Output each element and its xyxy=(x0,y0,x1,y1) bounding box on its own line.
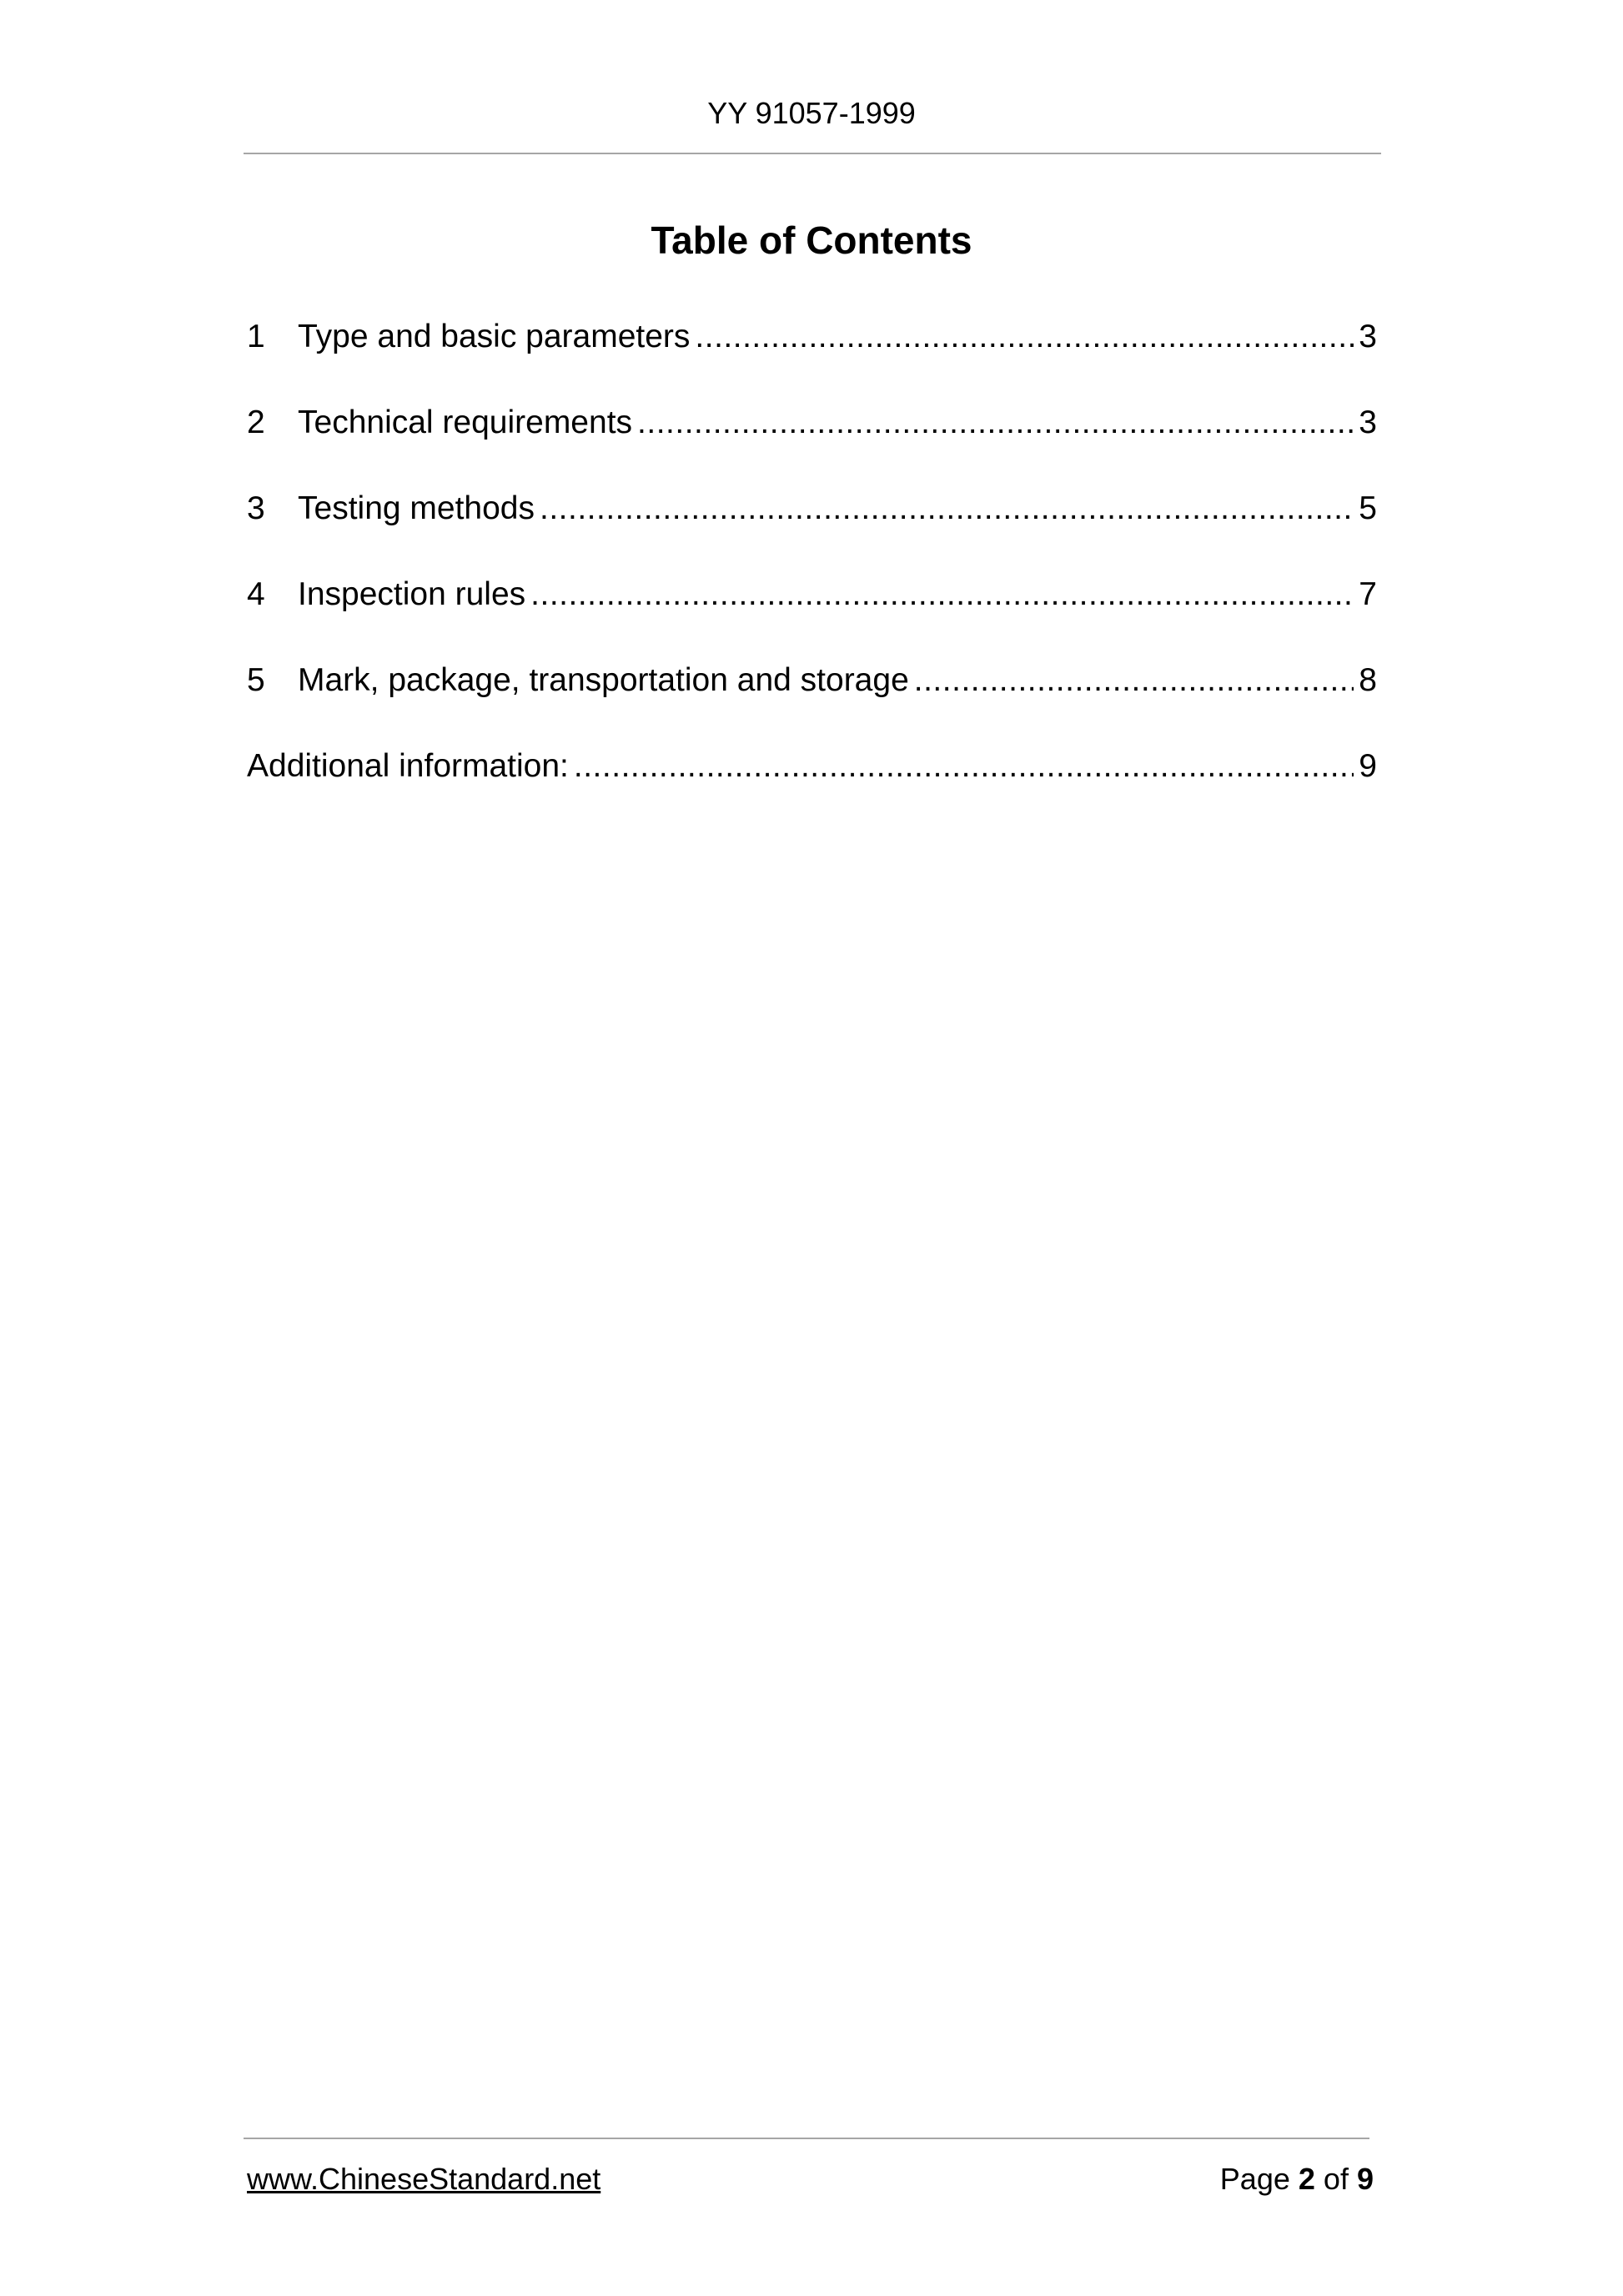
toc-dot-leader xyxy=(637,398,1354,448)
toc-entry-number: 5 xyxy=(247,662,265,698)
header-divider xyxy=(244,153,1381,154)
toc-list xyxy=(247,312,1377,827)
toc-entry-label: Type and basic parameters xyxy=(298,319,691,354)
toc-dot-leader xyxy=(540,484,1354,534)
toc-entry-type-and-basic-parameters[interactable] xyxy=(247,312,1377,398)
toc-entry-technical-requirements[interactable] xyxy=(247,398,1377,484)
toc-entry-additional-information[interactable] xyxy=(247,741,1377,827)
toc-entry-label: Testing methods xyxy=(298,490,535,526)
toc-entry-page: 3 xyxy=(1359,319,1377,354)
toc-entry-page: 7 xyxy=(1359,576,1377,612)
page-prefix: Page xyxy=(1219,2162,1290,2196)
toc-entry-page: 8 xyxy=(1359,662,1377,698)
toc-entry-number: 3 xyxy=(247,490,265,526)
toc-entry-testing-methods[interactable] xyxy=(247,484,1377,570)
page-indicator xyxy=(1220,2158,1374,2200)
toc-entry-number: 2 xyxy=(247,404,265,440)
toc-dot-leader xyxy=(695,312,1354,362)
page-footer xyxy=(247,2158,1374,2200)
toc-dot-leader xyxy=(914,656,1354,706)
page-of-word: of xyxy=(1323,2162,1349,2196)
toc-entry-number: 1 xyxy=(247,319,265,354)
toc-entry-label: Additional information: xyxy=(247,748,569,784)
toc-title: Table of Contents xyxy=(651,219,972,262)
toc-entry-page: 3 xyxy=(1359,404,1377,440)
current-page-number: 2 xyxy=(1298,2162,1315,2196)
footer-divider xyxy=(244,2138,1369,2139)
toc-dot-leader xyxy=(574,741,1354,791)
total-pages-number: 9 xyxy=(1356,2162,1374,2196)
toc-entry-label: Mark, package, transportation and storage xyxy=(298,662,909,698)
website-link[interactable]: www.ChineseStandard.net xyxy=(247,2162,601,2196)
toc-entry-number: 4 xyxy=(247,576,265,612)
toc-entry-mark-package-transportation-storage[interactable] xyxy=(247,656,1377,741)
document-code-header: YY 91057-1999 xyxy=(707,96,916,130)
toc-entry-inspection-rules[interactable] xyxy=(247,570,1377,656)
toc-entry-label: Inspection rules xyxy=(298,576,526,612)
toc-entry-label: Technical requirements xyxy=(298,404,633,440)
toc-entry-page: 9 xyxy=(1359,748,1377,784)
toc-entry-page: 5 xyxy=(1359,490,1377,526)
toc-dot-leader xyxy=(530,570,1354,620)
